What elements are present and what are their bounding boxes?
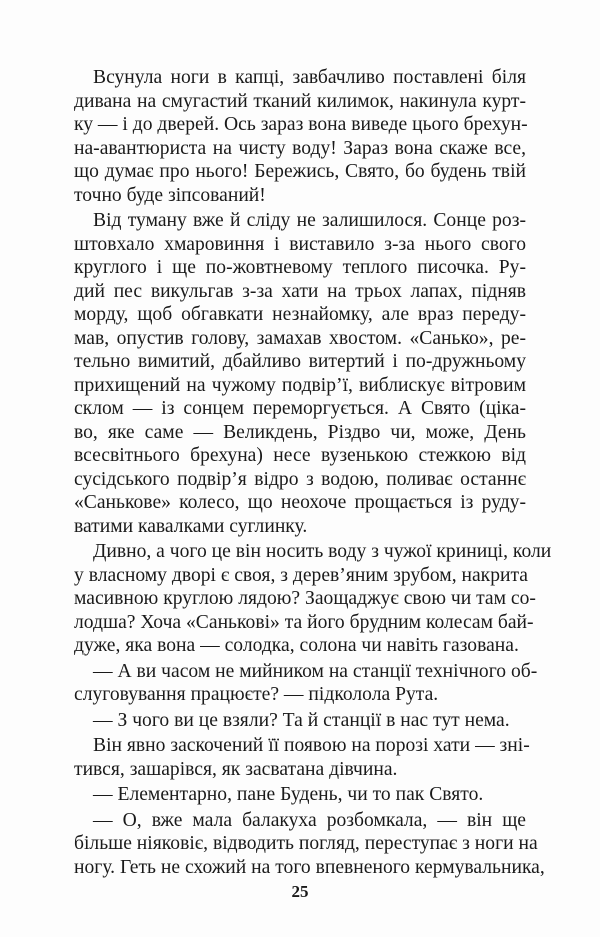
paragraph xyxy=(74,66,526,207)
text-line: Він явно заскочений її появою на порозі хати — зні- xyxy=(93,735,530,756)
text-line: дивана на смугастий тканий килимок, накинула курт- xyxy=(74,90,526,112)
text-line: сусідського подвір’я відро з водою, поливає останнє xyxy=(74,468,526,490)
text-line: прихищений на чужому подвір’ї, виблискує вітровим xyxy=(74,374,526,396)
text-line: ногу. Геть не схожий на того впевненого кермувальника, xyxy=(74,856,545,878)
paragraph xyxy=(74,809,545,880)
paragraph xyxy=(74,660,538,707)
text-line: ватими кавалками суглинку. xyxy=(74,515,308,537)
text-line: дуже, яка вона — солодка, солона чи навіть газована. xyxy=(74,635,519,656)
text-line: всесвітнього брехуна) несе вузенькою стежкою від xyxy=(74,445,526,466)
text-line: «Санькове» колесо, що неохоче прощається із руду- xyxy=(74,492,526,513)
text-line: що думає про нього! Бережись, Свято, бо будень твій xyxy=(74,161,526,182)
paragraph xyxy=(74,540,552,658)
paragraph xyxy=(74,734,530,781)
text-line: штовхало хмаровиння і виставило з-за нього свого xyxy=(74,233,526,255)
paragraph xyxy=(74,709,526,733)
text-line: слуговування працюєте? — підколола Рута. xyxy=(74,684,439,705)
page-body-text xyxy=(74,66,552,879)
text-line: Всунула ноги в капці, завбачливо поставлені біля xyxy=(93,67,526,88)
text-line: морду, щоб обгавкати незнайомку, але враз переду- xyxy=(74,304,526,325)
paragraph xyxy=(74,783,526,807)
text-line: ку — і до дверей. Ось зараз вона виведе цього брехун- xyxy=(74,114,528,135)
text-line: більше ніяковіє, відводить погляд, переступає з ноги на xyxy=(74,833,538,854)
paragraph xyxy=(74,209,526,538)
text-line: склом — із сонцем переморгується. А Свято (ціка- xyxy=(74,398,526,419)
text-line: — З чого ви це взяли? Та й станції в нас тут нема. xyxy=(93,709,510,731)
text-line: Дивно, а чого це він носить воду з чужої криниці, коли xyxy=(93,541,552,562)
text-line: лодша? Хоча «Санькові» та його брудним колесам бай- xyxy=(74,611,534,633)
text-line: — Елементарно, пане Будень, чи то пак Свято. xyxy=(93,784,484,805)
text-line: Від туману вже й сліду не залишилося. Сонце роз- xyxy=(93,210,526,231)
text-line: на-авантюриста на чисту воду! Зараз вона скаже все, xyxy=(74,137,526,159)
text-line: масивною круглою лядою? Заощаджує свою чи там со- xyxy=(74,588,536,609)
text-line: у власному дворі є своя, з дерев’яним зрубом, накрита xyxy=(74,564,528,586)
text-line: дий пес викульгав з-за хати на трьох лапах, підняв xyxy=(74,280,526,302)
page-number: 25 xyxy=(291,882,309,901)
text-line: точно буде зіпсований! xyxy=(74,184,266,206)
text-line: тився, зашарівся, як засватана дівчина. xyxy=(74,758,398,780)
text-line: мав, опустив голову, замахав хвостом. «Санько», ре- xyxy=(74,327,526,349)
text-line: во, яке саме — Великдень, Різдво чи, може, День xyxy=(74,421,526,443)
text-line: круглого і ще по-жовтневому теплого писочка. Ру- xyxy=(74,257,526,278)
text-line: тельно вимитий, дбайливо витертий і по-дружньому xyxy=(74,351,526,372)
text-line: — А ви часом не мийником на станції технічного об- xyxy=(93,660,538,682)
text-line: — О, вже мала балакуха розбомкала, — він ще xyxy=(93,809,526,831)
